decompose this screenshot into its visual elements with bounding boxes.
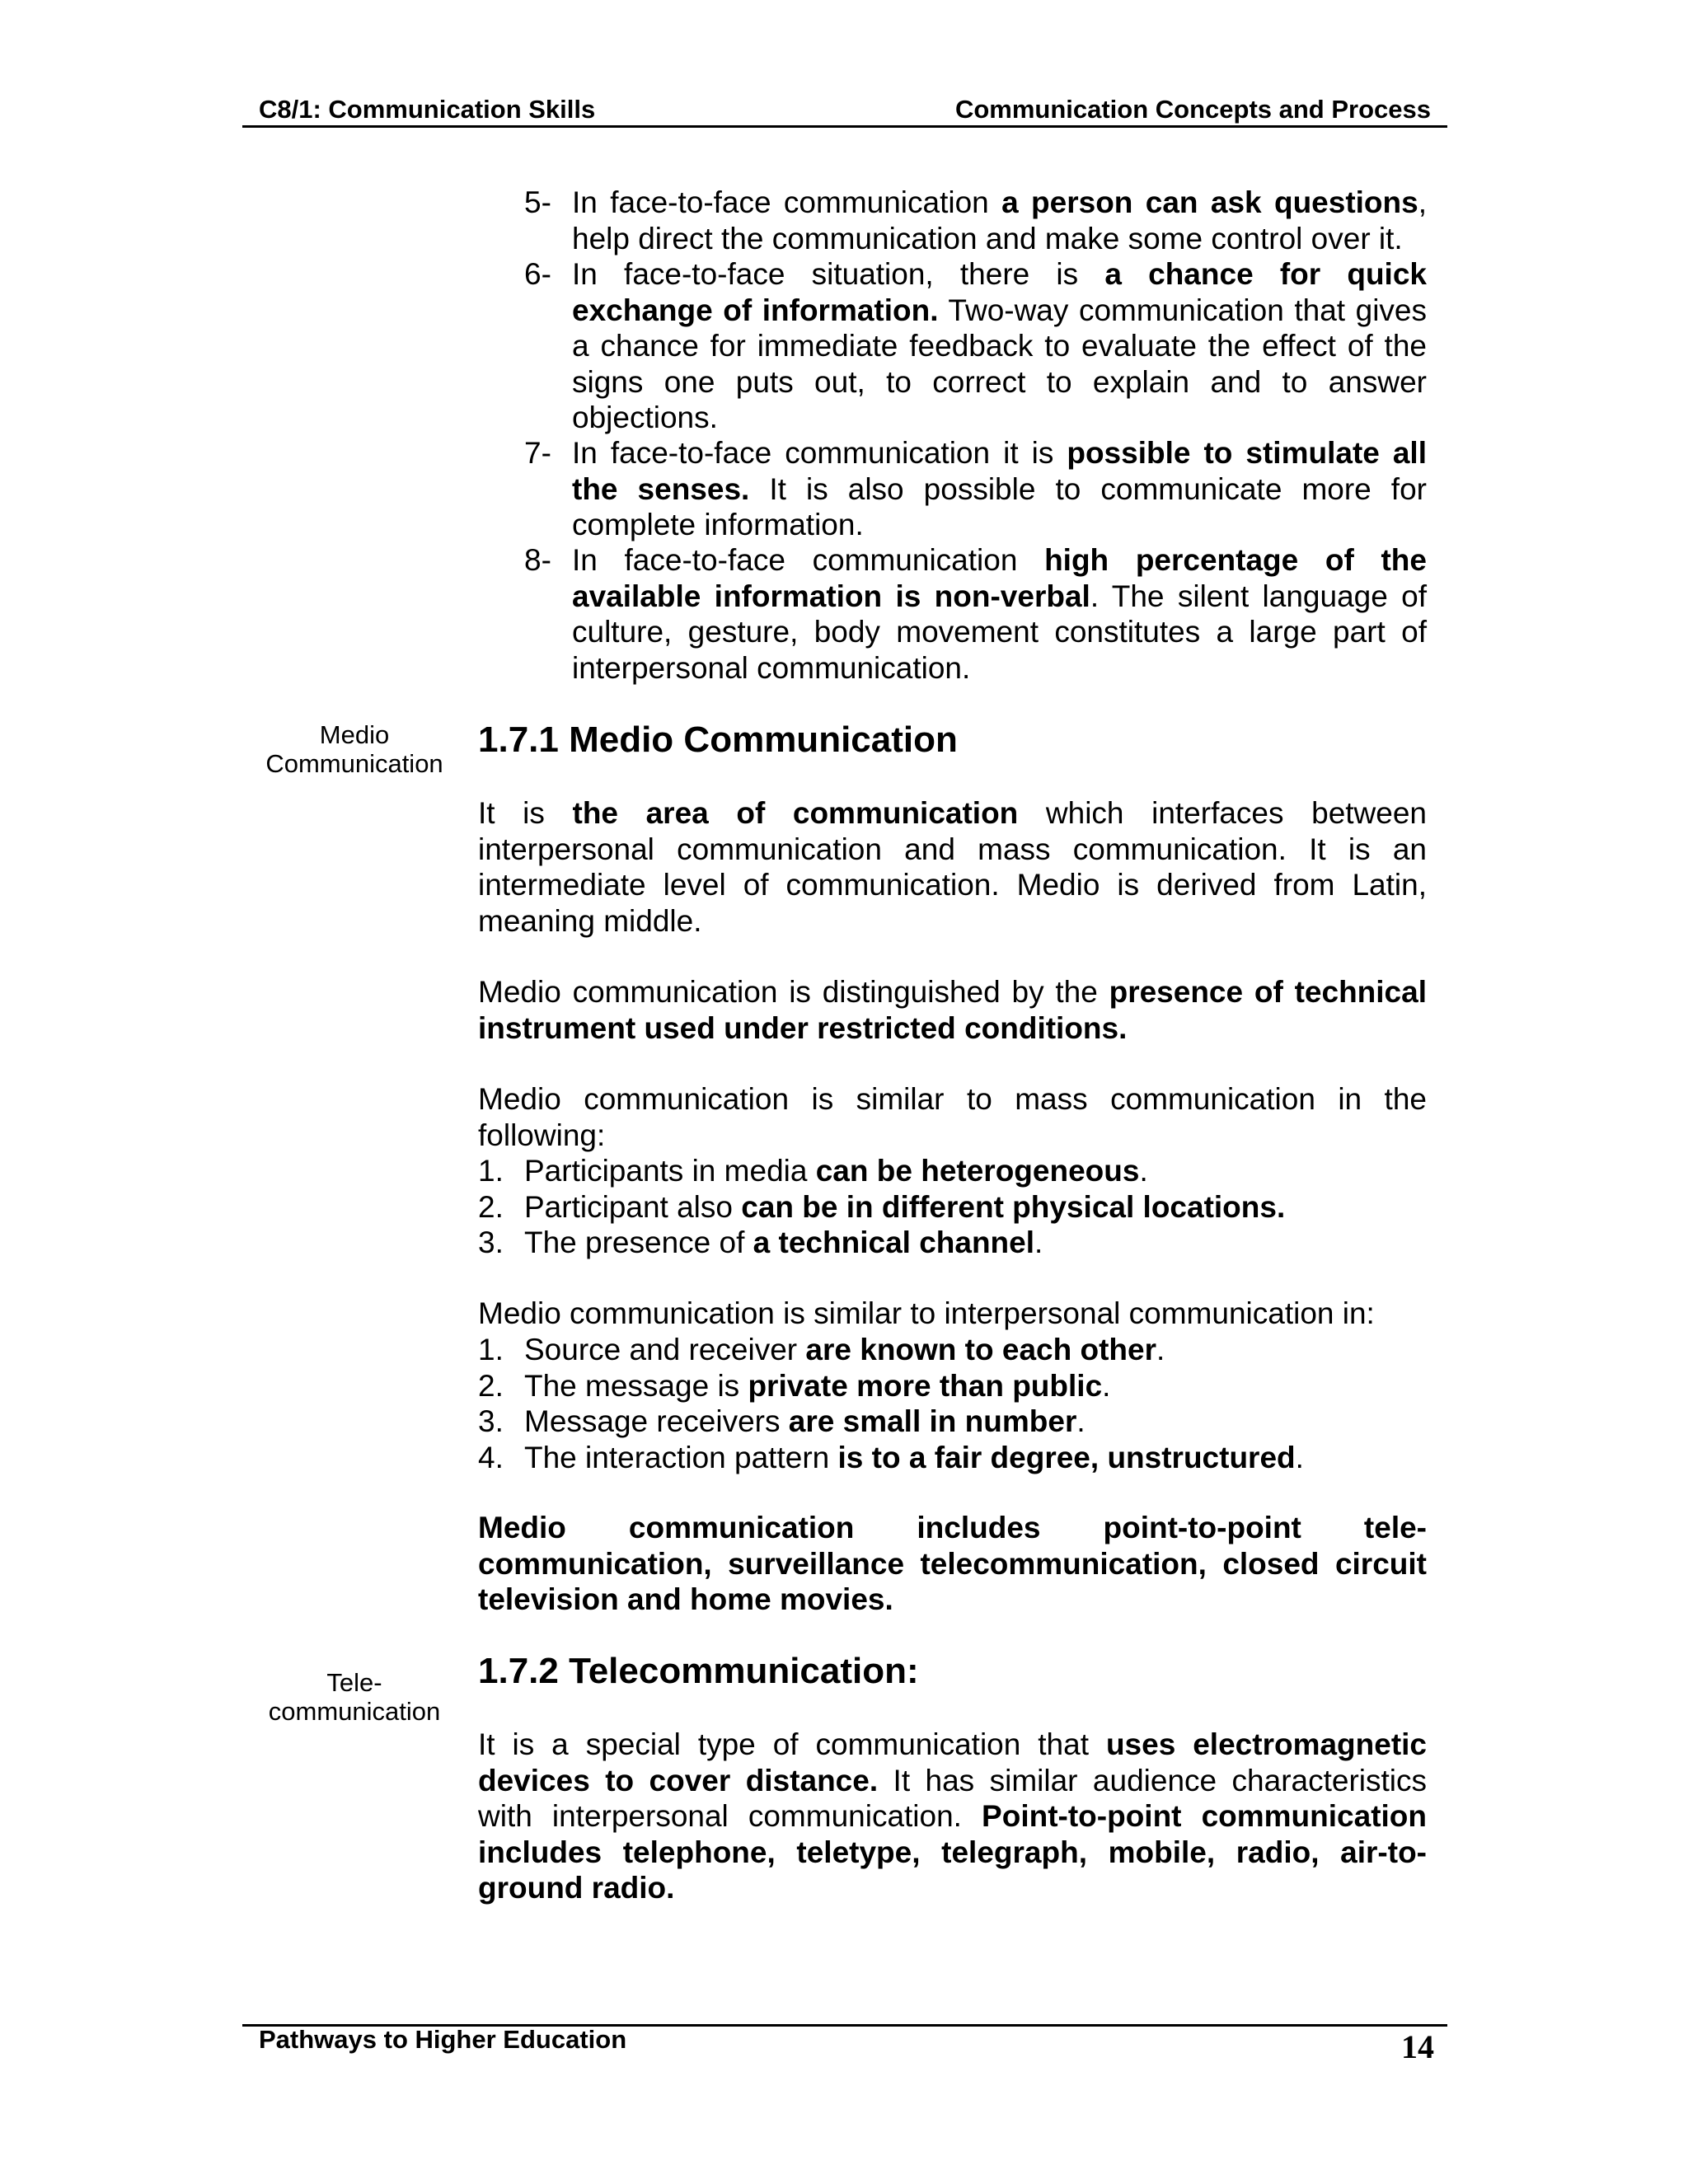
item-text — [572, 185, 1427, 256]
text-run: It is a special type of communication that — [478, 1727, 1106, 1761]
item-text — [572, 542, 1427, 686]
bold-text: a person can ask questions — [1001, 185, 1418, 219]
text-run: . — [1295, 1440, 1304, 1474]
list-item — [478, 1189, 1427, 1226]
medio-paragraph-3: Medio communication is similar to mass communication in the following: — [478, 1082, 1427, 1152]
list-item — [478, 1368, 1427, 1404]
text-run: Medio communication is distinguished by the — [478, 975, 1109, 1009]
page-header-right: Communication Concepts and Process — [954, 95, 1431, 124]
text-run: In face-to-face communication — [572, 185, 1002, 219]
text-run: It has similar audience characteristics with interpersonal communication. — [478, 1763, 1427, 1833]
item-number: 5- — [524, 185, 551, 219]
item-text — [524, 1332, 1427, 1368]
text-run: In face-to-face communication it is — [572, 436, 1067, 470]
margin-note-line: Communication — [265, 749, 443, 778]
bold-text: uses electromagnetic devices to cover distance. — [478, 1727, 1428, 1797]
medio-paragraph-2 — [478, 974, 1427, 1046]
text-run: The interaction pattern — [524, 1440, 838, 1474]
margin-note-line: Medio — [319, 720, 390, 749]
item-text — [524, 1368, 1427, 1404]
bold-text: high percentage of the available information is non-verbal — [572, 543, 1427, 613]
tele-paragraph-1 — [478, 1727, 1427, 1906]
list-item-5 — [524, 185, 1427, 256]
item-text — [524, 1189, 1427, 1226]
section-title-tele: 1.7.2 Telecommunication: — [478, 1651, 919, 1691]
text-run: . — [1076, 1404, 1085, 1438]
item-number: 1. — [478, 1154, 504, 1188]
item-text — [524, 1225, 1427, 1261]
page-number: 14 — [1401, 2028, 1434, 2065]
text-run: . — [1156, 1333, 1165, 1366]
text-run: Participant also — [524, 1189, 742, 1224]
text-run: . — [1139, 1154, 1148, 1188]
bold-text: private more than public — [748, 1368, 1103, 1403]
text-run: It is — [478, 796, 573, 830]
text-run: Two-way communication that gives a chance for immediate feedback to evaluate the effect of the signs one puts out, to correct to explain and to answer objections. — [572, 293, 1427, 434]
list-item-6 — [524, 256, 1427, 436]
item-text — [572, 256, 1427, 436]
text-run: Message receivers — [524, 1404, 789, 1438]
text-run: The message is — [524, 1368, 748, 1403]
header-rule — [242, 125, 1447, 128]
text-run: . The silent language of culture, gesture, body movement constitutes a large part of interpersonal communication. — [572, 579, 1428, 685]
bold-text: can be heterogeneous — [815, 1154, 1140, 1188]
bold-text: a chance for quick exchange of information. — [572, 257, 1427, 327]
item-text — [524, 1153, 1427, 1189]
bold-text: Medio communication includes point-to-point tele-communication, surveillance telecommunication, closed circuit television and home movies. — [478, 1511, 1427, 1616]
item-text — [524, 1404, 1427, 1440]
bold-text: are small in number — [788, 1404, 1077, 1438]
text-run: In face-to-face communication — [572, 543, 1045, 577]
item-text — [524, 1440, 1427, 1476]
item-number: 7- — [524, 436, 551, 470]
margin-note-line: communication — [268, 1697, 441, 1726]
bold-text: presence of technical instrument used under restricted conditions. — [478, 975, 1427, 1045]
bold-text: can be in different physical locations. — [741, 1189, 1286, 1224]
list-item — [478, 1332, 1427, 1368]
section-title-medio: 1.7.1 Medio Communication — [478, 719, 958, 760]
text-run: which interfaces between interpersonal communication and mass communication. It is an intermediate level of communication. Medio is derived from Latin, meaning middle. — [478, 796, 1428, 938]
item-number: 1. — [478, 1333, 504, 1366]
list-item-7 — [524, 435, 1427, 543]
medio-paragraph-5 — [478, 1510, 1427, 1618]
list-item — [478, 1153, 1427, 1189]
bold-text: Point-to-point communication includes telephone, teletype, telegraph, mobile, radio, air-to-ground radio. — [478, 1799, 1427, 1905]
list-item-8 — [524, 542, 1427, 686]
item-number: 3. — [478, 1226, 504, 1259]
margin-note-tele — [239, 1668, 470, 1726]
list-item — [478, 1404, 1427, 1440]
page-footer-left: Pathways to Higher Education — [259, 2025, 627, 2054]
bold-text: are known to each other — [805, 1333, 1156, 1366]
item-number: 8- — [524, 543, 551, 577]
bold-text: possible to stimulate all the senses. — [572, 436, 1427, 506]
text-run: . — [1034, 1226, 1043, 1259]
item-number: 3. — [478, 1404, 504, 1438]
item-number: 2. — [478, 1368, 504, 1403]
item-text — [572, 435, 1427, 543]
list-item — [478, 1225, 1427, 1261]
bold-text: the area of communication — [572, 796, 1019, 830]
item-number: 2. — [478, 1189, 504, 1224]
item-number: 6- — [524, 257, 551, 291]
page-header-left: C8/1: Communication Skills — [259, 95, 596, 124]
text-run: It is also possible to communicate more for complete information. — [572, 471, 1427, 541]
item-number: 4. — [478, 1440, 504, 1474]
text-run: In face-to-face situation, there is — [572, 257, 1105, 291]
text-run: Source and receiver — [524, 1333, 806, 1366]
medio-paragraph-1 — [478, 795, 1427, 939]
interpersonal-similarity-list — [478, 1332, 1427, 1475]
text-run: , help direct the communication and make some control over it. — [572, 185, 1427, 255]
margin-note-line: Tele- — [326, 1668, 382, 1697]
mass-similarity-list — [478, 1153, 1427, 1261]
bold-text: a technical channel — [753, 1226, 1035, 1259]
text-run: . — [1102, 1368, 1111, 1403]
margin-note-medio — [239, 720, 470, 778]
text-run: The presence of — [524, 1226, 753, 1259]
bold-text: is to a fair degree, unstructured — [837, 1440, 1296, 1474]
list-item — [478, 1440, 1427, 1476]
medio-paragraph-4: Medio communication is similar to interpersonal communication in: — [478, 1296, 1375, 1330]
text-run: Participants in media — [524, 1154, 816, 1188]
